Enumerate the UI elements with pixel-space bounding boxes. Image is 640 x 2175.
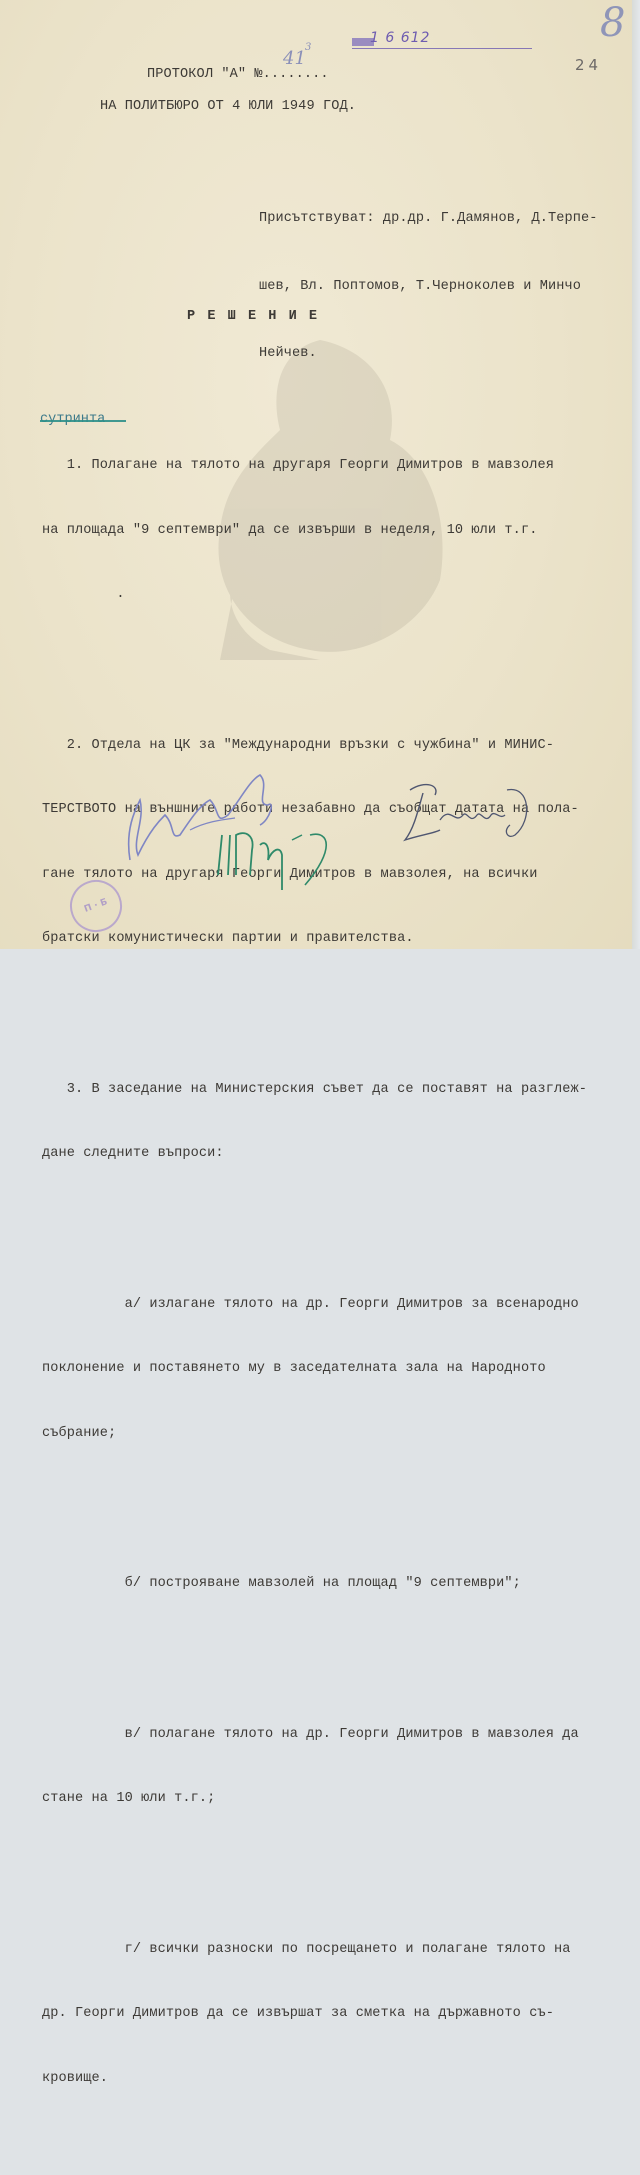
decision-item-3 <box>42 1036 587 1208</box>
signature-chernokolev <box>210 815 340 900</box>
attendance-line: шев, Вл. Поптомов, Т.Черноколев и Минчо <box>259 278 582 294</box>
text-line: а/ излагане тялото на др. Георги Димитров за всенародно <box>42 1296 579 1312</box>
folio-number-small: 24 <box>575 56 603 74</box>
text-line: б/ построяване мавзолей на площад "9 септември"; <box>42 1576 521 1591</box>
decision-body <box>42 369 587 2175</box>
archive-stamp-underline <box>352 48 532 49</box>
protocol-number-superscript: 3 <box>305 42 312 53</box>
decision-item-1 <box>42 412 587 649</box>
text-line: дане следните въпроси: <box>42 1146 224 1161</box>
text-line: в/ полагане тялото на др. Георги Димитров в мавзолея да <box>42 1726 579 1742</box>
subitem-a <box>42 1251 587 1488</box>
folio-number-large: 8 <box>600 0 626 46</box>
text-line: 3. В заседание на Министерския съвет да се поставят на разглеж- <box>42 1081 587 1097</box>
text-line: 2. Отдела на ЦК за "Международни връзки с чужбина" и МИНИС- <box>42 737 554 753</box>
text-line: поклонение и поставянето му в заседателната зала на Народното <box>42 1361 546 1376</box>
protocol-label: ПРОТОКОЛ "А" №........ <box>147 67 329 82</box>
text-line: 1. Полагане на тялото на другаря Георги Димитров в мавзолея <box>42 458 554 473</box>
text-line: кровище. <box>42 2070 109 2086</box>
text-line: на площада "9 септември" да се извърши в неделя, 10 юли т.г. <box>42 522 538 538</box>
text-line: г/ всички разноски по посрещането и полагане тялото на <box>42 1941 571 1957</box>
subitem-b <box>42 1530 587 1638</box>
strike-through-line <box>40 420 126 422</box>
text-line: събрание; <box>42 1425 117 1441</box>
attendance-line: Нейчев. <box>259 346 317 361</box>
attendance-line: Присътствуват: др.др. Г.Дамянов, Д.Терпе- <box>259 211 598 226</box>
decision-title: Р Е Ш Е Н И Е <box>187 309 320 324</box>
text-line: братски комунистически партии и правителства. <box>42 931 414 946</box>
text-line: ТЕРСТВОТО на външните работи незабавно да съобщат датата на пола- <box>42 802 579 817</box>
subitem-v <box>42 1681 587 1853</box>
subitem-g <box>42 1896 587 2133</box>
text-line: . <box>42 587 125 602</box>
text-line: стане на 10 юли т.г.; <box>42 1791 216 1806</box>
archive-stamp: 1 6 612 <box>370 30 431 46</box>
scan-edge-strip <box>632 0 640 949</box>
meeting-line: НА ПОЛИТБЮРО ОТ 4 ЮЛИ 1949 ГОД. <box>100 99 356 114</box>
text-line: др. Георги Димитров да се извършат за сметка на държавното съ- <box>42 2006 554 2021</box>
text-line: гане тялото на другаря Георги Димитров в мавзолея, на всички <box>42 866 538 882</box>
signature-damyanov <box>395 775 535 850</box>
protocol-number-handwritten: 41 <box>283 48 306 69</box>
round-archive-stamp: П · Б <box>63 873 130 940</box>
